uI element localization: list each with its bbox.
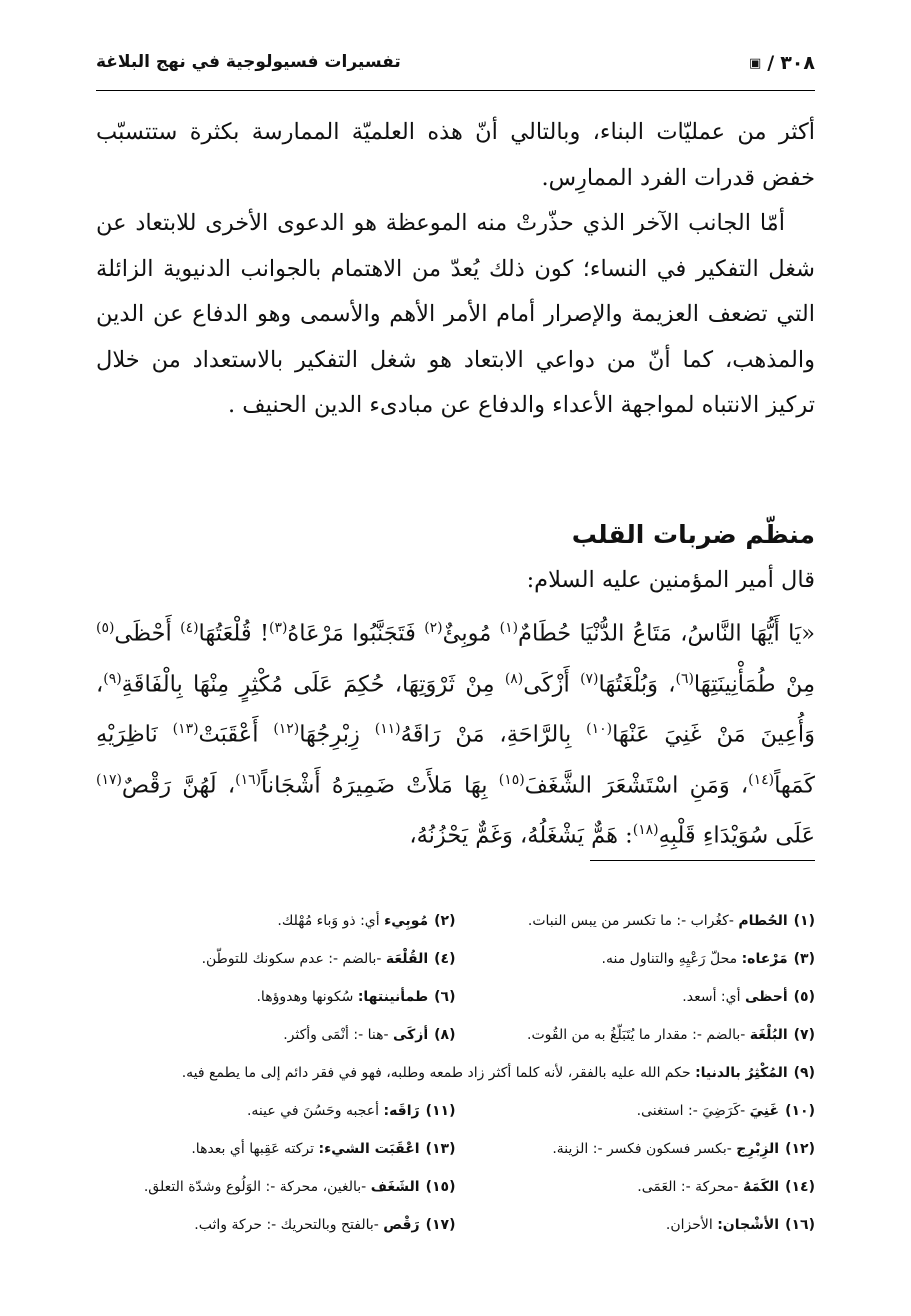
footnote-marker: (٣) xyxy=(269,620,288,636)
quote-text-segment: مُوبِئٌ xyxy=(442,620,500,647)
footnote-7: (٧)البُلْغَة -بالضم -: مقدار ما يُتَبَلّغُ به من القُوت. xyxy=(527,1027,815,1043)
section-heading: منظّم ضربات القلب xyxy=(571,520,815,549)
quote-text-segment: أَعْقَبَتْ xyxy=(198,721,274,748)
footnote-9: (٩)المُكْثِرُ بالدنيا: حكم الله عليه بالفقر، لأنه كلما أكثر زاد طمعه وطلبه، فهو في فقر دائم إلى ما يطمع فيه. xyxy=(181,1065,815,1081)
footnote-marker: (١٨) xyxy=(632,822,659,838)
body-text xyxy=(96,110,815,429)
footnote-rule xyxy=(590,860,815,861)
footnote-marker: (١٥) xyxy=(498,771,525,788)
footnote-16: (١٦)الأشْجان: الأحزان. xyxy=(665,1217,815,1233)
footnote-13: (١٣)اعْقَبَت الشيء: تركته عَقِبها أي بعدها. xyxy=(191,1141,456,1157)
paragraph-2: أمّا الجانب الآخر الذي حذّرتْ منه الموعظة هو الدعوى الأخرى للابتعاد عن شغل التفكير في النساء؛ كون ذلك يُعدّ من الاهتمام بالجوانب الدنيوية الزائلة التي تضعف العزيمة والإصرار أمام الأمر الأهم والأسمى وهو الدفاع عن الدين والمذهب، كما أنّ من دواعي الابتعاد هو شغل التفكير بالاستعداد من خلال تركيز الانتباه لمواجهة الأعداء والدفاع عن مبادىء الدين الحنيف . xyxy=(96,210,815,418)
footnote-14: (١٤)الكَمَهُ -محركة -: العَمَى. xyxy=(637,1179,815,1195)
quote-text-segment: عَلَى سُوَيْدَاءِ قَلْبِهِ xyxy=(658,822,815,849)
footnote-marker: (١) xyxy=(499,620,519,636)
footnote-marker: (١٧) xyxy=(96,771,122,788)
page-number-separator: / xyxy=(767,52,775,74)
quote-text-segment: مِنْ طُمَأْنِينَتِهَا xyxy=(693,671,815,697)
quote-text-segment: ، لَهُنَّ رَقْصٌ xyxy=(121,772,236,798)
quote-text-segment: : هَمٌّ يَشْغَلُهُ، وَغَمٌّ يَحْزُنُهُ، xyxy=(409,822,633,849)
page-number-block xyxy=(749,52,815,74)
footnote-marker: (١١) xyxy=(374,721,401,737)
footnote-marker: (١٣) xyxy=(172,721,199,737)
footnote-6: (٦)طمأنينتها: سُكونها وهدوؤها. xyxy=(256,989,456,1005)
quote-text-segment: زِبْرِجُهَا xyxy=(299,721,375,748)
footnote-marker: (٤) xyxy=(180,620,199,636)
footnote-2: (٢)مُوبِيء أي: ذو وَباء مُهْلك. xyxy=(277,913,456,929)
footnote-11: (١١)رَاقَه: أعجبه وحَسُنَ في عينه. xyxy=(246,1103,456,1119)
footnote-marker: (١٢) xyxy=(273,721,300,737)
quote-text-segment: بِالرَّاحَةِ، مَنْ رَاقَهُ xyxy=(400,721,587,748)
quote-text-segment: نَاظِرَيْهِ كَمَهاً xyxy=(96,721,816,798)
quote-text-segment: فَتَجَنَّبُوا مَرْعَاهُ xyxy=(287,620,425,647)
footnote-marker: (٢) xyxy=(424,620,443,636)
footnote-marker: (١٤) xyxy=(748,771,775,788)
footnote-4: (٤)القُلْعَة -بالضم -: عدم سكونك للتوطّن. xyxy=(201,951,456,967)
square-ornament-icon: ▣ xyxy=(748,55,762,71)
quote-text-segment: ! قُلْعَتُهَا xyxy=(198,620,270,647)
quote-text-segment: أَزْكَى xyxy=(523,671,581,697)
footnote-marker: (٧) xyxy=(580,670,599,687)
footnote-17: (١٧)رَقْص -بالفتح وبالتحريك -: حركة واثب. xyxy=(194,1217,456,1233)
footnote-3: (٣)مَرْعاه: محلّ رَعْيِهِ والتناول منه. xyxy=(601,951,815,967)
page-number: ٣٠٨ xyxy=(780,52,815,74)
footnote-marker: (١٦) xyxy=(235,771,262,788)
footnote-1: (١)الحُطام -كغُراب -: ما تكسر من يبس النبات. xyxy=(527,913,815,929)
sermon-quote xyxy=(96,606,815,859)
running-title: تفسيرات فسيولوجية في نهج البلاغة xyxy=(96,52,401,72)
page-header xyxy=(96,52,815,88)
header-rule xyxy=(96,90,815,91)
paragraph-1: أكثر من عمليّات البناء، وبالتالي أنّ هذه العلميّة الممارسة بكثرة ستتسبّب خفض قدرات الفرد الممارِس. xyxy=(96,119,815,191)
footnote-15: (١٥)الشَغَف -بالغين، محركة -: الوَلُوع وشدّة التعلق. xyxy=(143,1179,456,1195)
quote-text-segment: مِنْ ثَرْوَتِهَا، حُكِمَ عَلَى مُكْثِرٍ مِنْهَا بِالْفَاقَةِ xyxy=(121,671,505,697)
quote-intro: قال أمير المؤمنين عليه السلام: xyxy=(526,567,815,593)
footnote-marker: (٨) xyxy=(504,670,524,687)
quote-text-segment: ، وَبُلْغَتُهَا xyxy=(598,671,676,697)
footnotes xyxy=(96,912,815,1254)
quote-text-segment: ، وَأُعِينَ مَنْ غَنِيَ عَنْهَا xyxy=(96,671,815,748)
footnote-10: (١٠)غَنِيَ -كَرَضِيَ -: استغنى. xyxy=(636,1103,815,1119)
quote-text-segment: بِهَا مَلأَتْ ضَمِيرَهُ أَشْجَاناً xyxy=(261,772,499,798)
quote-text-segment: ، وَمَنِ اسْتَشْعَرَ الشَّغَفَ xyxy=(524,772,749,798)
footnote-8: (٨)أزكَى -هنا -: أنْمَى وأكثر. xyxy=(283,1027,456,1043)
footnote-marker: (١٠) xyxy=(586,721,613,737)
quote-text-segment: أَحْظَى xyxy=(114,620,181,647)
quote-text-segment: «يَا أَيُّهَا النَّاسُ، مَتَاعُ الدُّنْيَا حُطَامٌ xyxy=(518,620,815,647)
footnote-5: (٥)أحظى أي: أسعد. xyxy=(682,989,815,1005)
footnote-marker: (٥) xyxy=(96,620,115,636)
footnote-marker: (٩) xyxy=(103,670,122,687)
footnote-marker: (٦) xyxy=(675,670,694,687)
footnote-12: (١٢)الزِبْرِج -بكسر فسكون فكسر -: الزينة. xyxy=(552,1141,815,1157)
